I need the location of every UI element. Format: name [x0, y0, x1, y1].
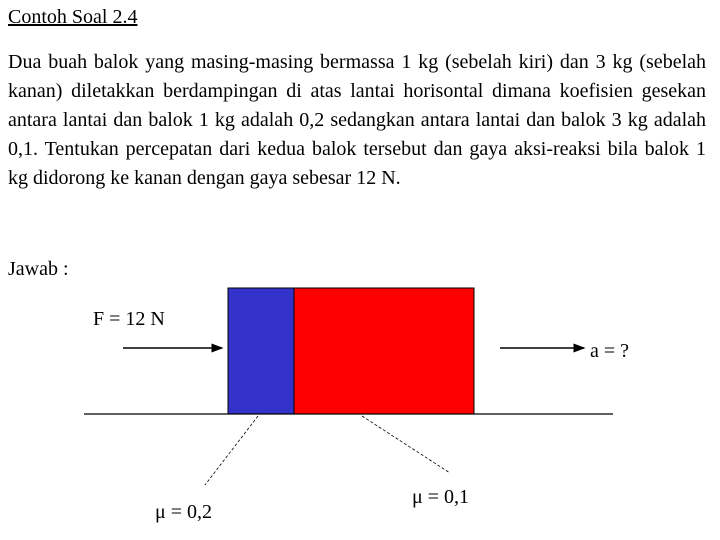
- force-label: F = 12 N: [93, 308, 165, 330]
- mu-right-label: μ = 0,1: [412, 486, 470, 508]
- leader-line-left: [205, 416, 258, 485]
- block-3kg: [294, 288, 474, 414]
- acceleration-label: a = ?: [590, 340, 630, 362]
- leader-line-right: [362, 416, 450, 473]
- title: Contoh Soal 2.4: [8, 6, 138, 28]
- answer-label: Jawab :: [8, 258, 69, 280]
- mu-left-label: μ = 0,2: [155, 501, 213, 523]
- block-1kg: [228, 288, 294, 414]
- problem-text: Dua buah balok yang masing-masing bermassa 1 kg (sebelah kiri) dan 3 kg (sebelah kanan) diletakkan berdampingan di atas lantai horisontal dimana koefisien gesekan antara lantai dan balok 1 kg adalah 0,2 sedangkan antara lantai dan balok 3 kg adalah 0,1. Tentukan percepatan dari kedua balok tersebut dan gaya aksi-reaksi bila balok 1 kg didorong ke kanan dengan gaya sebesar 12 N.: [8, 51, 706, 189]
